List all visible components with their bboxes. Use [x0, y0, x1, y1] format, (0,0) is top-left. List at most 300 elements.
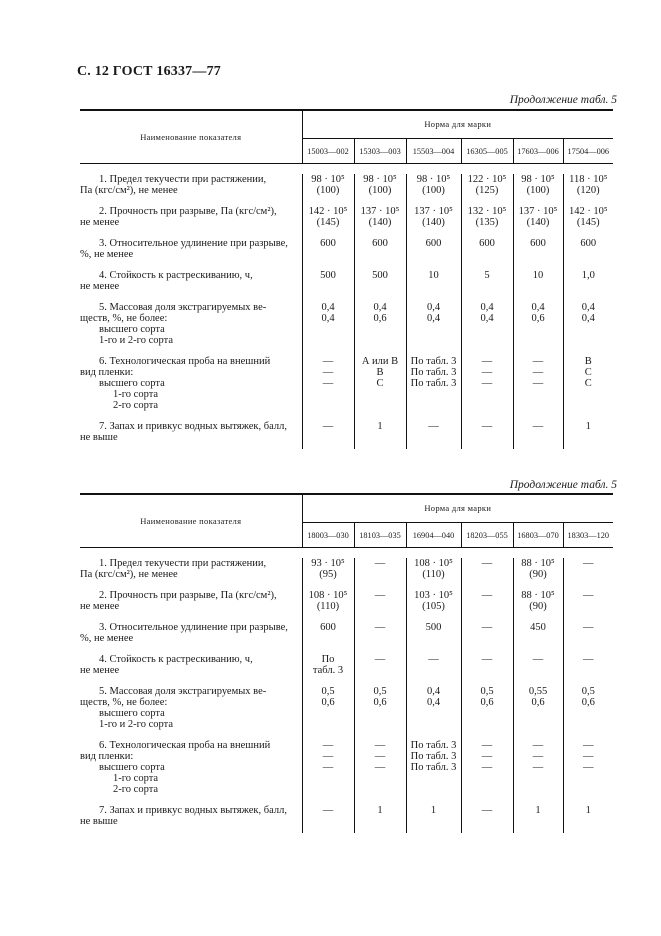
indicator-name — [80, 686, 302, 730]
value-line: — — [322, 378, 334, 389]
value-line: С — [584, 378, 592, 389]
value-cell — [461, 654, 513, 676]
value-cell — [513, 174, 563, 196]
value-cell — [354, 174, 406, 196]
value-line: — — [481, 740, 493, 751]
indicator-line: 2-го сорта — [113, 400, 159, 411]
value-line: — — [532, 421, 544, 432]
value-line: — — [374, 740, 386, 751]
value-line: 10 — [532, 270, 544, 281]
table-row — [80, 686, 613, 730]
value-line: 500 — [320, 270, 336, 281]
value-cell — [461, 206, 513, 228]
indicator-line: 1. Предел текучести при растяжении, — [99, 558, 267, 569]
table-row — [80, 174, 613, 196]
value-line: 1 — [535, 805, 541, 816]
value-line: 500 — [425, 622, 442, 633]
value-line: — — [583, 654, 594, 665]
value-line: 122 · 10⁵ — [467, 174, 507, 185]
value-cell — [406, 270, 461, 292]
value-cell — [461, 558, 513, 580]
value-line: — — [481, 421, 493, 432]
value-cell — [513, 302, 563, 346]
indicator-line: высшего сорта — [99, 324, 165, 335]
indicator-line: не менее — [80, 665, 120, 676]
value-line: 1 — [585, 421, 591, 432]
indicator-line: 1-го сорта — [113, 389, 159, 400]
value-line: (90) — [529, 601, 547, 612]
value-line: 600 — [320, 238, 336, 249]
value-line: (140) — [368, 217, 392, 228]
indicator-name — [80, 206, 302, 228]
value-line: (100) — [422, 185, 445, 196]
value-cell — [302, 206, 354, 228]
value-cell — [302, 238, 354, 260]
indicator-line: %, не менее — [80, 249, 134, 260]
value-line: — — [322, 367, 334, 378]
value-cell — [513, 356, 563, 411]
brand-header: 17504—006 — [563, 139, 613, 164]
brand-header: 18103—035 — [354, 523, 406, 548]
value-line: — — [374, 762, 386, 773]
indicator-name — [80, 805, 302, 827]
value-line: 0,4 — [426, 686, 441, 697]
value-line: По табл. 3 — [410, 751, 457, 762]
value-line: — — [583, 590, 594, 601]
value-line: — — [532, 762, 544, 773]
table-row — [80, 238, 613, 260]
value-line: — — [322, 751, 334, 762]
value-cell — [406, 238, 461, 260]
value-cell — [406, 174, 461, 196]
value-line: 600 — [320, 622, 336, 633]
value-line: — — [583, 751, 594, 762]
value-cell — [513, 740, 563, 795]
value-line: — — [481, 762, 493, 773]
value-line: 0,5 — [581, 686, 595, 697]
indicator-line: 2-го сорта — [113, 784, 159, 795]
value-line: 0,6 — [321, 697, 335, 708]
value-cell — [563, 686, 613, 730]
value-line: 600 — [580, 238, 597, 249]
brand-header: 18003—030 — [302, 523, 354, 548]
value-cell — [563, 622, 613, 644]
value-cell — [461, 421, 513, 443]
value-cell — [302, 356, 354, 411]
value-line: — — [532, 367, 544, 378]
value-cell — [461, 740, 513, 795]
value-cell — [563, 302, 613, 346]
indicator-name — [80, 622, 302, 644]
value-line: (135) — [475, 217, 499, 228]
value-line: 0,55 — [528, 686, 548, 697]
value-cell — [302, 686, 354, 730]
value-line: (140) — [422, 217, 445, 228]
value-cell — [406, 558, 461, 580]
value-line: — — [374, 590, 386, 601]
value-cell — [461, 622, 513, 644]
table-row — [80, 302, 613, 346]
value-line: 0,6 — [581, 697, 595, 708]
value-line: — — [481, 654, 493, 665]
brand-header: 15003—002 — [302, 139, 354, 164]
value-line: — — [532, 356, 544, 367]
indicator-name — [80, 740, 302, 795]
table-row — [80, 590, 613, 612]
value-line: 0,6 — [531, 697, 545, 708]
value-line: — — [322, 762, 334, 773]
value-line: 0,5 — [480, 686, 494, 697]
value-line: — — [583, 762, 594, 773]
value-line: — — [481, 805, 493, 816]
value-line: 0,4 — [426, 313, 441, 324]
value-cell — [461, 238, 513, 260]
indicator-line: вид пленки: — [80, 751, 134, 762]
value-line: По табл. 3 — [410, 762, 457, 773]
value-line: — — [374, 558, 386, 569]
value-line: — — [322, 356, 334, 367]
value-line: 88 · 10⁵ — [521, 558, 555, 569]
value-cell — [563, 206, 613, 228]
value-cell — [563, 174, 613, 196]
table-row — [80, 622, 613, 644]
value-cell — [354, 805, 406, 827]
value-line: — — [374, 751, 386, 762]
value-line: 0,4 — [531, 302, 545, 313]
indicator-line: высшего сорта — [99, 762, 165, 773]
value-line: (140) — [526, 217, 550, 228]
table-row — [80, 356, 613, 411]
value-line: По табл. 3 — [410, 367, 457, 378]
value-line: 0,5 — [373, 686, 387, 697]
value-cell — [563, 270, 613, 292]
continuation-label: Продолжение табл. 5 — [509, 94, 617, 106]
value-line: 93 · 10⁵ — [311, 558, 345, 569]
value-line: (110) — [422, 569, 445, 580]
value-line: 0,6 — [373, 313, 387, 324]
value-cell — [563, 421, 613, 443]
value-line: — — [374, 654, 386, 665]
column-header-indicator: Наименование показателя — [80, 494, 302, 548]
value-cell — [461, 686, 513, 730]
value-cell — [406, 302, 461, 346]
value-line: 0,4 — [373, 302, 387, 313]
value-line: 0,4 — [581, 302, 595, 313]
value-line: С — [584, 367, 592, 378]
value-cell — [513, 238, 563, 260]
value-line: 137 · 10⁵ — [414, 206, 453, 217]
value-cell — [354, 238, 406, 260]
value-line: — — [481, 367, 493, 378]
indicator-line: ществ, %, не более: — [80, 313, 168, 324]
indicator-name — [80, 356, 302, 411]
value-cell — [461, 356, 513, 411]
value-line: 1 — [585, 805, 591, 816]
indicator-line: 2. Прочность при разрыве, Па (кгс/см²), — [99, 590, 277, 601]
value-cell — [513, 590, 563, 612]
indicator-line: 7. Запах и привкус водных вытяжек, балл, — [99, 805, 287, 816]
value-cell — [302, 302, 354, 346]
value-line: 0,6 — [373, 697, 387, 708]
indicator-line: 3. Относительное удлинение при разрыве, — [99, 238, 288, 249]
value-line: 142 · 10⁵ — [308, 206, 348, 217]
indicator-line: 1-го и 2-го сорта — [99, 719, 173, 730]
value-cell — [563, 590, 613, 612]
value-cell — [513, 686, 563, 730]
value-line: По — [321, 654, 335, 665]
indicator-name — [80, 270, 302, 292]
indicator-line: 5. Массовая доля экстрагируемых ве- — [99, 302, 267, 313]
indicator-line: 6. Технологическая проба на внешний — [99, 740, 271, 751]
value-line: В — [376, 367, 384, 378]
value-cell — [563, 805, 613, 827]
indicator-line: 4. Стойкость к растрескиванию, ч, — [99, 654, 253, 665]
value-line: (110) — [316, 601, 340, 612]
indicator-line: Па (кгс/см²), не менее — [80, 569, 178, 580]
indicator-line: 4. Стойкость к растрескиванию, ч, — [99, 270, 253, 281]
brand-header: 16803—070 — [513, 523, 563, 548]
value-line: 137 · 10⁵ — [518, 206, 558, 217]
value-line: 108 · 10⁵ — [308, 590, 348, 601]
value-line: 600 — [372, 238, 388, 249]
value-cell — [406, 356, 461, 411]
value-line: — — [481, 590, 493, 601]
indicator-line: 6. Технологическая проба на внешний — [99, 356, 271, 367]
value-line: (125) — [475, 185, 499, 196]
value-line: — — [322, 740, 334, 751]
value-line: 108 · 10⁵ — [414, 558, 453, 569]
indicator-line: не выше — [80, 432, 118, 443]
value-cell — [302, 590, 354, 612]
value-cell — [302, 654, 354, 676]
value-line: — — [532, 751, 544, 762]
value-line: — — [532, 654, 544, 665]
indicator-name — [80, 174, 302, 196]
indicator-line: 1-го сорта — [113, 773, 159, 784]
value-line: — — [583, 740, 594, 751]
value-line: 600 — [425, 238, 442, 249]
brand-header: 17603—006 — [513, 139, 563, 164]
value-cell — [354, 302, 406, 346]
table-1 — [80, 109, 613, 449]
value-line: (95) — [319, 569, 337, 580]
value-line: 0,5 — [321, 686, 335, 697]
value-line: 0,4 — [480, 302, 494, 313]
value-cell — [354, 206, 406, 228]
table-row — [80, 558, 613, 580]
indicator-line: вид пленки: — [80, 367, 134, 378]
brand-header: 16305—005 — [461, 139, 513, 164]
value-line: — — [481, 751, 493, 762]
value-line: 0,6 — [480, 697, 494, 708]
value-line: 0,4 — [321, 302, 335, 313]
value-cell — [406, 206, 461, 228]
indicator-line: не менее — [80, 217, 120, 228]
table-row — [80, 270, 613, 292]
value-cell — [354, 686, 406, 730]
value-cell — [461, 302, 513, 346]
value-cell — [406, 686, 461, 730]
value-line: — — [532, 378, 544, 389]
value-cell — [354, 270, 406, 292]
value-line: 500 — [372, 270, 388, 281]
value-cell — [354, 558, 406, 580]
value-line: (145) — [316, 217, 340, 228]
value-cell — [354, 421, 406, 443]
value-line: 98 · 10⁵ — [363, 174, 397, 185]
table-2 — [80, 493, 613, 833]
value-line: 10 — [428, 270, 439, 281]
column-header-indicator: Наименование показателя — [80, 110, 302, 164]
value-line: (100) — [316, 185, 340, 196]
value-line: 0,4 — [480, 313, 494, 324]
indicator-name — [80, 558, 302, 580]
table-row — [80, 805, 613, 827]
value-line: (120) — [576, 185, 600, 196]
value-line: 142 · 10⁵ — [568, 206, 608, 217]
value-line: 600 — [530, 238, 546, 249]
value-line: 1 — [430, 805, 437, 816]
indicator-line: высшего сорта — [99, 708, 165, 719]
value-line: 0,4 — [581, 313, 595, 324]
brand-header: 15503—004 — [406, 139, 461, 164]
group-header: Норма для марки — [302, 494, 613, 523]
indicator-line: не менее — [80, 601, 120, 612]
value-line: (105) — [422, 601, 445, 612]
value-line: 98 · 10⁵ — [311, 174, 345, 185]
value-line: По табл. 3 — [410, 740, 457, 751]
value-cell — [563, 740, 613, 795]
value-line: — — [481, 356, 493, 367]
value-line: — — [481, 378, 493, 389]
indicator-name — [80, 302, 302, 346]
value-cell — [354, 356, 406, 411]
table-row — [80, 421, 613, 443]
value-line: — — [481, 622, 493, 633]
value-cell — [563, 654, 613, 676]
value-cell — [302, 558, 354, 580]
value-cell — [513, 805, 563, 827]
value-line: С — [376, 378, 384, 389]
indicator-line: не менее — [80, 281, 120, 292]
value-line: 0,4 — [426, 697, 441, 708]
value-line: (90) — [529, 569, 547, 580]
value-line: — — [428, 421, 439, 432]
continuation-label: Продолжение табл. 5 — [509, 479, 617, 491]
value-line: 1,0 — [581, 270, 595, 281]
value-line: 450 — [530, 622, 546, 633]
indicator-line: 2. Прочность при разрыве, Па (кгс/см²), — [99, 206, 277, 217]
value-cell — [563, 356, 613, 411]
value-line: — — [374, 622, 386, 633]
value-cell — [461, 270, 513, 292]
value-cell — [513, 270, 563, 292]
value-line: А или В — [361, 356, 399, 367]
value-line: 0,6 — [531, 313, 545, 324]
brand-header: 18203—055 — [461, 523, 513, 548]
value-line: 132 · 10⁵ — [467, 206, 507, 217]
group-header: Норма для марки — [302, 110, 613, 139]
value-line: 600 — [479, 238, 495, 249]
value-cell — [513, 206, 563, 228]
value-cell — [461, 590, 513, 612]
value-cell — [406, 654, 461, 676]
value-cell — [302, 805, 354, 827]
indicator-line: 3. Относительное удлинение при разрыве, — [99, 622, 288, 633]
value-cell — [354, 622, 406, 644]
value-cell — [406, 740, 461, 795]
indicator-line: 7. Запах и привкус водных вытяжек, балл, — [99, 421, 287, 432]
value-cell — [354, 740, 406, 795]
value-cell — [406, 805, 461, 827]
indicator-line: 1. Предел текучести при растяжении, — [99, 174, 267, 185]
value-cell — [513, 558, 563, 580]
value-line: — — [583, 622, 594, 633]
value-line: (100) — [526, 185, 550, 196]
indicator-line: 1-го и 2-го сорта — [99, 335, 173, 346]
indicator-name — [80, 654, 302, 676]
indicator-name — [80, 238, 302, 260]
value-line: 1 — [377, 421, 383, 432]
value-cell — [513, 654, 563, 676]
value-line: 103 · 10⁵ — [414, 590, 453, 601]
brand-header: 15303—003 — [354, 139, 406, 164]
value-cell — [513, 421, 563, 443]
brand-header: 18303—120 — [563, 523, 613, 548]
value-cell — [563, 238, 613, 260]
value-cell — [302, 421, 354, 443]
indicator-line: Па (кгс/см²), не менее — [80, 185, 178, 196]
value-line: В — [584, 356, 592, 367]
value-cell — [354, 654, 406, 676]
value-cell — [406, 622, 461, 644]
value-cell — [406, 421, 461, 443]
value-cell — [461, 174, 513, 196]
value-line: 118 · 10⁵ — [569, 174, 608, 185]
table-row — [80, 206, 613, 228]
value-line: 0,4 — [426, 302, 441, 313]
value-line: По табл. 3 — [410, 378, 457, 389]
indicator-line: %, не менее — [80, 633, 134, 644]
table-row — [80, 654, 613, 676]
indicator-line: высшего сорта — [99, 378, 165, 389]
value-line: 0,4 — [321, 313, 335, 324]
value-line: 98 · 10⁵ — [416, 174, 451, 185]
value-cell — [563, 558, 613, 580]
value-line: — — [583, 558, 594, 569]
indicator-line: 5. Массовая доля экстрагируемых ве- — [99, 686, 267, 697]
value-cell — [302, 740, 354, 795]
value-line: По табл. 3 — [410, 356, 457, 367]
value-cell — [406, 590, 461, 612]
value-line: — — [428, 654, 439, 665]
brand-header: 16904—040 — [406, 523, 461, 548]
value-cell — [354, 590, 406, 612]
indicator-line: ществ, %, не более: — [80, 697, 168, 708]
value-line: — — [532, 740, 544, 751]
value-line: — — [322, 421, 334, 432]
value-cell — [461, 805, 513, 827]
value-cell — [302, 270, 354, 292]
value-line: табл. 3 — [312, 665, 344, 676]
indicator-line: не выше — [80, 816, 118, 827]
value-line: — — [481, 558, 493, 569]
value-line: — — [322, 805, 334, 816]
value-line: (100) — [368, 185, 392, 196]
value-line: 98 · 10⁵ — [521, 174, 555, 185]
page-header: С. 12 ГОСТ 16337—77 — [77, 64, 221, 79]
value-line: (145) — [576, 217, 600, 228]
